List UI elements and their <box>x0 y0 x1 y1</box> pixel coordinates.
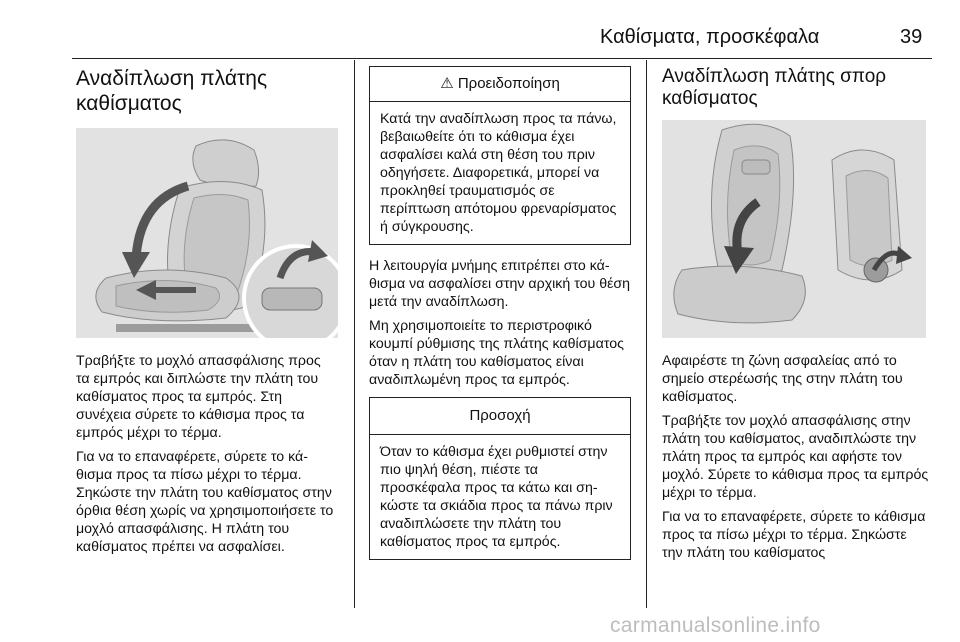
sport-seat-fold-illustration <box>662 120 926 338</box>
page-number: 39 <box>900 26 923 48</box>
section-heading-sport-seat: Αναδίπλωση πλάτης σπορ καθίσματος <box>662 66 887 109</box>
page-header <box>0 0 960 60</box>
paragraph-memory-function: Η λειτουργία μνήμης επιτρέπει στο κάθισμα να ασφαλίσει στην αρχική του θέση μετά την αναδίπλωση. <box>369 258 631 310</box>
header-rule <box>72 58 932 59</box>
column-right <box>662 60 930 568</box>
chapter-title: Καθίσματα, προσκέφαλα <box>600 26 820 48</box>
column-left <box>76 60 338 562</box>
warning-triangle-icon: ⚠ <box>440 75 454 92</box>
watermark-text: carmanualsonline.info <box>610 614 821 637</box>
warning-title: Προειδοποίηση <box>457 75 560 92</box>
column-divider-1 <box>354 60 355 608</box>
section-heading-fold-backrest: Αναδίπλωση πλάτης καθίσματος <box>76 67 268 115</box>
caution-box-body <box>370 435 630 559</box>
caution-text: Όταν το κάθισμα έχει ρυθμιστεί στην πιο ψηλή θέση, πιέστε τα προσκέφαλα προς τα κάτω και σηκώστε τα σκιάδια προς τα πάνω πριν αναδιπλώσετε την πλάτη του καθίσματος προς τα εμπρός. <box>380 444 613 550</box>
seat-fold-forward-illustration <box>76 128 338 338</box>
paragraph-remove-belt: Αφαιρέστε τη ζώνη ασφαλείας από το σημείο στερέωσής της στην πλάτη του καθίσματος. <box>662 353 903 405</box>
column-divider-2 <box>646 60 647 608</box>
paragraph-sport-restore: Για να το επαναφέρετε, σύρετε το κάθισμα προς τα πίσω μέχρι το τέρμα. Σηκώστε την πλάτη του καθίσματος <box>662 509 926 561</box>
caution-box <box>369 397 631 560</box>
paragraph-rotary-knob: Μη χρησιμοποιείτε το περιστροφικό κουμπί ρύθμισης της πλάτης καθίσματος όταν η πλάτη του καθίσματος είναι αναδιπλωμένη προς τα εμπρός. <box>369 318 624 388</box>
caution-title: Προσοχή <box>370 398 630 435</box>
paragraph-restore-instructions: Για να το επαναφέρετε, σύρετε το κάθισμα προς τα πίσω μέχρι το τέρμα. Σηκώστε την πλάτη του καθίσματος στην όρθια θέση χωρίς να χρησιμοποιήσετε το μοχλό απασφάλισης. Η πλάτη του καθίσματος πρέπει να ασφαλίσει. <box>76 449 334 555</box>
warning-text: Κατά την αναδίπλωση προς τα πάνω, βεβαιωθείτε ότι το κάθισμα έχει ασφαλίσει καλά στη θέση του πριν οδηγήσετε. Διαφορετικά, μπορεί να προκληθεί τραυματισμός σε περίπτωση απότομου φρεναρίσματος ή σύγκρουσης. <box>380 111 617 235</box>
column-middle <box>369 60 631 572</box>
warning-box-header <box>370 67 630 102</box>
warning-box-body <box>370 102 630 244</box>
warning-box <box>369 66 631 245</box>
paragraph-sport-fold: Τραβήξτε τον μοχλό απασφάλισης στην πλάτη του καθίσματος, αναδιπλώστε την πλάτη προς τα εμπρός και αφήστε τον μοχλό. Σύρετε το κάθισμα προς τα εμπρός μέχρι το τέρμα. <box>662 413 929 501</box>
paragraph-fold-instructions: Τραβήξτε το μοχλό απασφάλισης προς τα εμπρός και διπλώστε την πλάτη του καθίσματος προς τα εμπρός. Στη συνέχεια σύρετε το κάθισμα προς τα εμπρός μέχρι το τέρμα. <box>76 353 321 441</box>
